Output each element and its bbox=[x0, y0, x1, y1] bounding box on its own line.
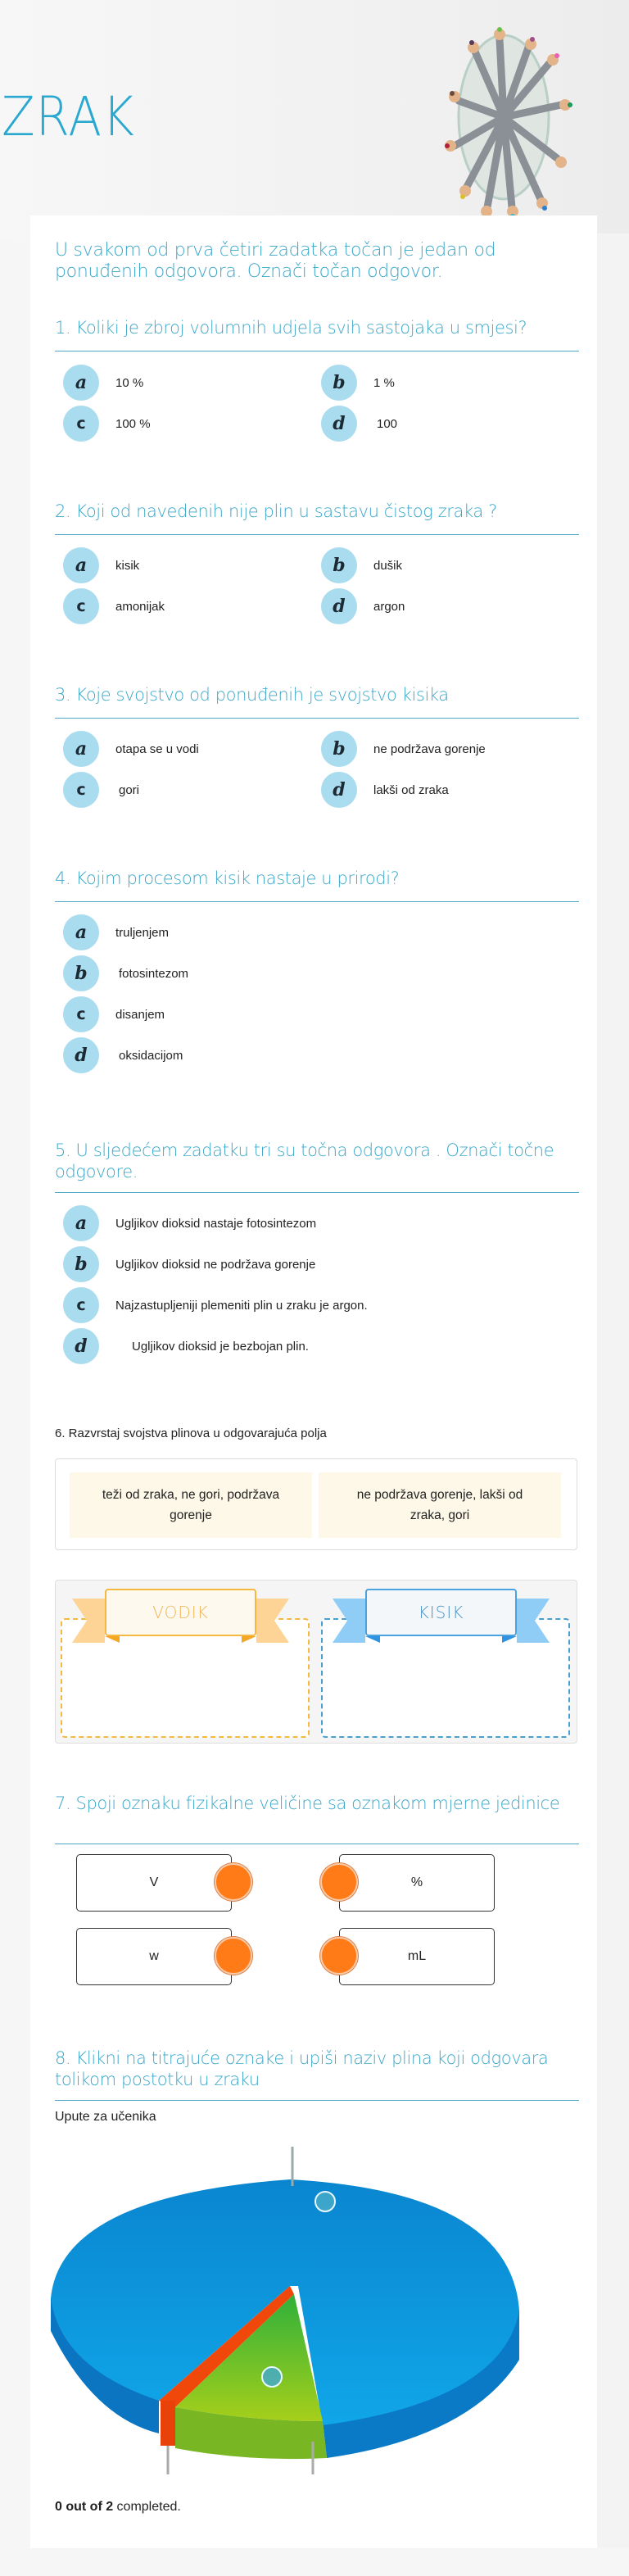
question-8-title: 8. Klikni na titrajuće oznake i upiši naziv plina koji odgovara tolikom postotku u zraku bbox=[55, 2048, 549, 2089]
match-left-w[interactable]: w bbox=[76, 1928, 232, 1985]
letter-b-icon: b bbox=[321, 731, 357, 767]
connector-dot[interactable] bbox=[215, 1863, 252, 1901]
letter-b-icon: b bbox=[321, 547, 357, 583]
q3-option-b[interactable]: b ne podržava gorenje bbox=[321, 731, 486, 767]
question-5-title: 5. U sljedećem zadatku tri su točna odgovora . Označi točne odgovore. bbox=[55, 1141, 554, 1181]
q4-option-a[interactable]: a truljenjem bbox=[63, 914, 169, 950]
q5-option-a[interactable]: a Ugljikov dioksid nastaje fotosintezom bbox=[63, 1205, 316, 1241]
letter-d-icon: d bbox=[63, 1037, 99, 1073]
question-6-title: 6. Razvrstaj svojstva plinova u odgovarajuća polja bbox=[55, 1426, 327, 1440]
letter-c-icon: c bbox=[63, 996, 99, 1032]
draggable-chip[interactable]: teži od zraka, ne gori, podržava gorenje bbox=[70, 1472, 312, 1538]
divider bbox=[55, 718, 579, 719]
divider bbox=[55, 2100, 579, 2101]
letter-c-icon: c bbox=[63, 406, 99, 442]
pie-chart-icon bbox=[44, 2147, 568, 2474]
letter-b-icon: b bbox=[63, 1246, 99, 1282]
instructions-text: U svakom od prva četiri zadatka točan je jedan od ponuđenih odgovora. Označi točan odgovor. bbox=[55, 240, 496, 282]
letter-a-icon: a bbox=[63, 731, 99, 767]
drop-bins bbox=[55, 1580, 577, 1744]
student-instructions-label: Upute za učenika bbox=[55, 2110, 156, 2124]
letter-c-icon: c bbox=[63, 772, 99, 808]
q2-option-c[interactable]: c amonijak bbox=[63, 588, 165, 624]
q5-option-d[interactable]: d Ugljikov dioksid je bezbojan plin. bbox=[63, 1328, 309, 1364]
connector-dot[interactable] bbox=[320, 1937, 358, 1975]
ribbon-kisik bbox=[333, 1589, 550, 1656]
question-4-title: 4. Kojim procesom kisik nastaje u prirodi? bbox=[55, 868, 400, 888]
q1-option-a[interactable]: a 10 % bbox=[63, 365, 143, 401]
letter-a-icon: a bbox=[63, 547, 99, 583]
q3-option-d[interactable]: d lakši od zraka bbox=[321, 772, 449, 808]
q1-option-b[interactable]: b 1 % bbox=[321, 365, 395, 401]
q5-option-c[interactable]: c Najzastupljeniji plemeniti plin u zraku je argon. bbox=[63, 1287, 368, 1323]
match-right-percent[interactable]: % bbox=[339, 1854, 495, 1912]
page-title: ZRAK bbox=[2, 85, 135, 148]
q4-option-d[interactable]: d oksidacijom bbox=[63, 1037, 183, 1073]
completion-suffix: completed. bbox=[113, 2500, 181, 2514]
hero-banner bbox=[0, 0, 629, 238]
q3-option-a[interactable]: a otapa se u vodi bbox=[63, 731, 199, 767]
letter-c-icon: c bbox=[63, 1287, 99, 1323]
completion-status bbox=[55, 2500, 181, 2515]
letter-c-icon: c bbox=[63, 588, 99, 624]
q2-option-d[interactable]: d argon bbox=[321, 588, 405, 624]
letter-d-icon: d bbox=[63, 1328, 99, 1364]
q4-option-c[interactable]: c disanjem bbox=[63, 996, 165, 1032]
question-7-title: 7. Spoji oznaku fizikalne veličine sa oznakom mjerne jedinice bbox=[55, 1794, 560, 1813]
q2-option-b[interactable]: b dušik bbox=[321, 547, 402, 583]
pencils-in-glass-image bbox=[418, 15, 590, 220]
letter-a-icon: a bbox=[63, 365, 99, 401]
letter-a-icon: a bbox=[63, 1205, 99, 1241]
divider bbox=[55, 1192, 579, 1193]
bin-label-vodik: VODIK bbox=[105, 1589, 256, 1636]
divider bbox=[55, 534, 579, 535]
letter-b-icon: b bbox=[63, 955, 99, 991]
q4-option-b[interactable]: b fotosintezom bbox=[63, 955, 188, 991]
air-composition-pie-image bbox=[44, 2147, 568, 2474]
quiz-card bbox=[30, 215, 597, 2548]
letter-a-icon: a bbox=[63, 914, 99, 950]
q3-option-c[interactable]: c gori bbox=[63, 772, 139, 808]
question-2-title: 2. Koji od navedenih nije plin u sastavu čistog zraka ? bbox=[55, 501, 497, 521]
question-3-title: 3. Koje svojstvo od ponuđenih je svojstvo kisika bbox=[55, 685, 449, 705]
ribbon-vodik bbox=[72, 1589, 289, 1656]
question-1-title: 1. Koliki je zbroj volumnih udjela svih sastojaka u smjesi? bbox=[55, 318, 527, 338]
q5-option-b[interactable]: b Ugljikov dioksid ne podržava gorenje bbox=[63, 1246, 315, 1282]
draggable-chip[interactable]: ne podržava gorenje, lakši od zraka, gori bbox=[319, 1472, 561, 1538]
q1-option-d[interactable]: d 100 bbox=[321, 406, 397, 442]
connector-dot[interactable] bbox=[320, 1863, 358, 1901]
hotspot-marker[interactable] bbox=[261, 2366, 283, 2388]
divider bbox=[55, 901, 579, 902]
hotspot-marker[interactable] bbox=[314, 2191, 336, 2212]
page-side-shade bbox=[597, 234, 629, 2548]
drag-items-pool bbox=[55, 1458, 577, 1550]
letter-d-icon: d bbox=[321, 406, 357, 442]
match-left-v[interactable]: V bbox=[76, 1854, 232, 1912]
q2-option-a[interactable]: a kisik bbox=[63, 547, 139, 583]
bin-label-kisik: KISIK bbox=[365, 1589, 517, 1636]
connector-dot[interactable] bbox=[215, 1937, 252, 1975]
q1-option-c[interactable]: c 100 % bbox=[63, 406, 151, 442]
letter-d-icon: d bbox=[321, 588, 357, 624]
letter-b-icon: b bbox=[321, 365, 357, 401]
letter-d-icon: d bbox=[321, 772, 357, 808]
completion-count: 0 out of 2 bbox=[55, 2500, 114, 2514]
match-right-ml[interactable]: mL bbox=[339, 1928, 495, 1985]
